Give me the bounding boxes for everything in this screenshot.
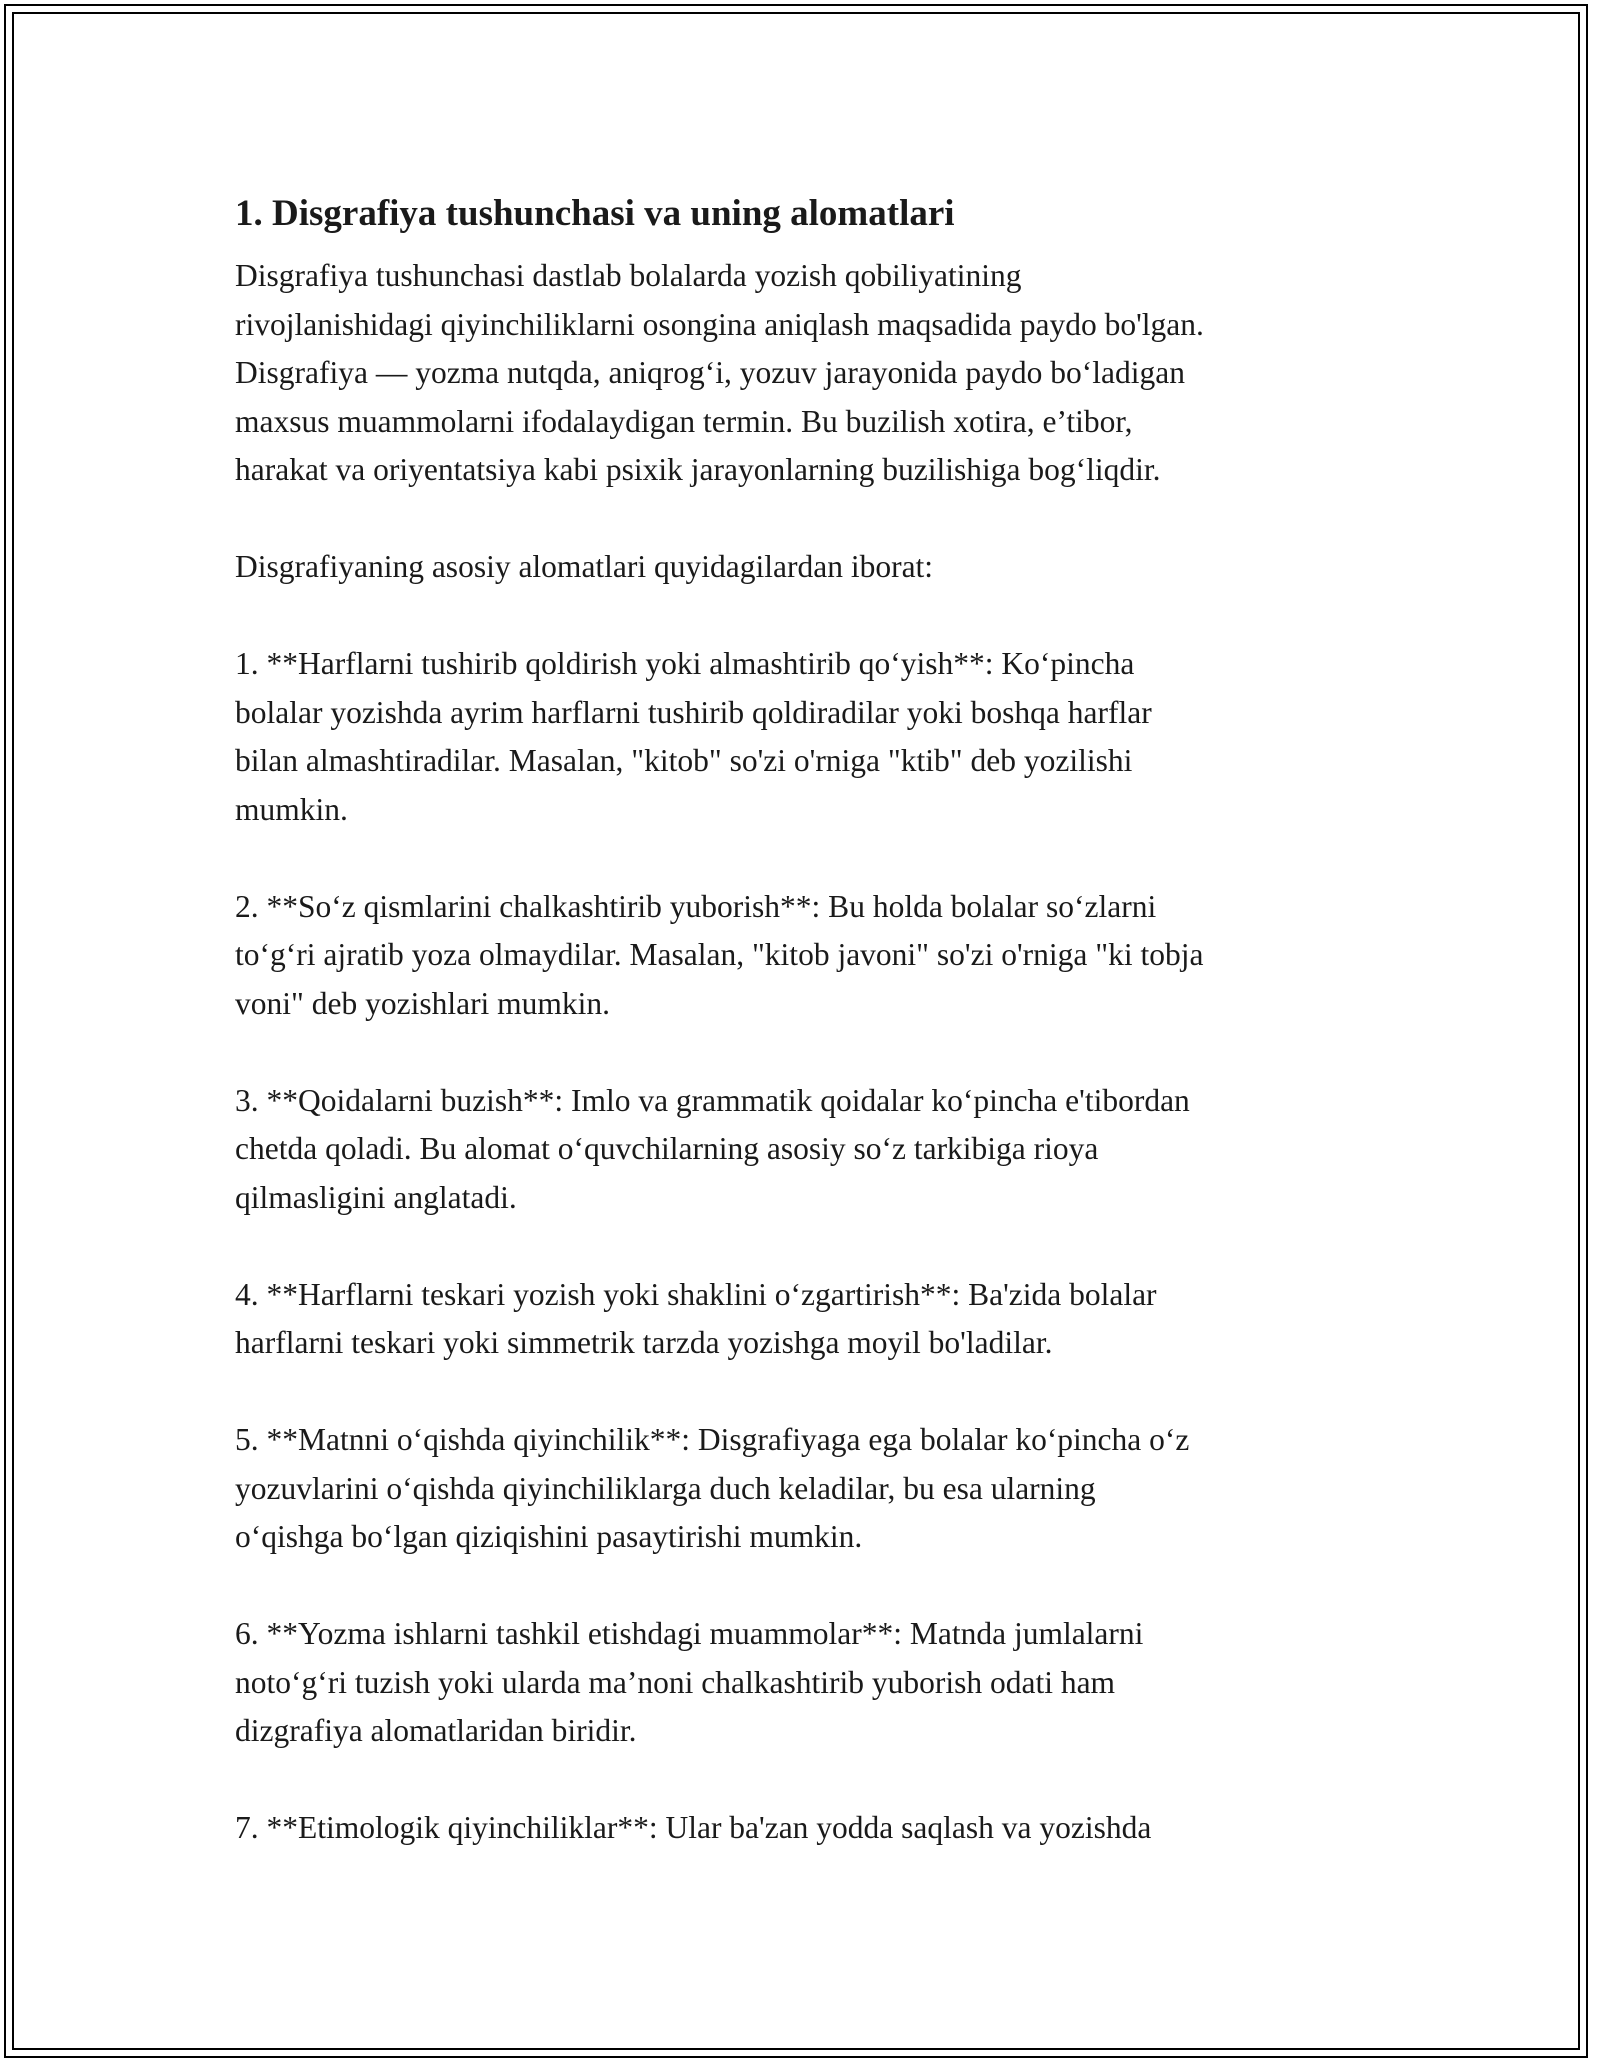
symptom-item-7: 7. **Etimologik qiyinchiliklar**: Ular ba'zan yodda saqlash va yozishda (235, 1810, 1152, 1845)
section-heading: 1. Disgrafiya tushunchasi va uning alomatlari (235, 193, 955, 234)
symptom-item-2: 2. **So‘z qismlarini chalkashtirib yuborish**: Bu holda bolalar so‘zlarni to‘g‘ri ajratib yoza olmaydilar. Masalan, "kitob javoni" so'zi o'rniga "ki tobja voni" deb yozishlari mumkin. (235, 888, 1204, 1021)
symptom-item-3: 3. **Qoidalarni buzish**: Imlo va grammatik qoidalar ko‘pincha e'tibordan chetda qoladi. Bu alomat o‘quvchilarning asosiy so‘z tarkibiga rioya qilmasligini anglatadi. (235, 1082, 1190, 1215)
symptom-item-1: 1. **Harflarni tushirib qoldirish yoki almashtirib qo‘yish**: Ko‘pincha bolalar yozishda ayrim harflarni tushirib qoldiradilar yoki boshqa harflar bilan almashtiradilar. Masalan, "kitob" so'zi o'rniga "ktib" deb yozilishi mumkin. (235, 646, 1152, 827)
document-body (235, 188, 1375, 1901)
symptom-item-6: 6. **Yozma ishlarni tashkil etishdagi muammolar**: Matnda jumlalarni noto‘g‘ri tuzish yoki ularda ma’noni chalkashtirib yuborish odati ham dizgrafiya alomatlaridan biridir. (235, 1616, 1144, 1748)
symptom-item-5: 5. **Matnni o‘qishda qiyinchilik**: Disgrafiyaga ega bolalar ko‘pincha o‘z yozuvlarini o‘qishda qiyinchiliklarga duch keladilar, bu esa ularning o‘qishga bo‘lgan qiziqishini pasaytirishi mumkin. (235, 1422, 1190, 1554)
symptoms-intro: Disgrafiyaning asosiy alomatlari quyidagilardan iborat: (235, 549, 934, 584)
symptom-item-4: 4. **Harflarni teskari yozish yoki shaklini o‘zgartirish**: Ba'zida bolalar harflarni teskari yoki simmetrik tarzda yozishga moyil bo'ladilar. (235, 1276, 1157, 1360)
intro-paragraph: Disgrafiya tushunchasi dastlab bolalarda yozish qobiliyatining rivojlanishidagi qiyinchiliklarni osongina aniqlash maqsadida paydo bo'lgan. Disgrafiya — yozma nutqda, aniqrog‘i, yozuv jarayonida paydo bo‘ladigan maxsus muammolarni ifodalaydigan termin. Bu buzilish xotira, e’tibor, harakat va oriyentatsiya kabi psixik jarayonlarning buzilishiga bog‘liqdir. (235, 258, 1204, 487)
